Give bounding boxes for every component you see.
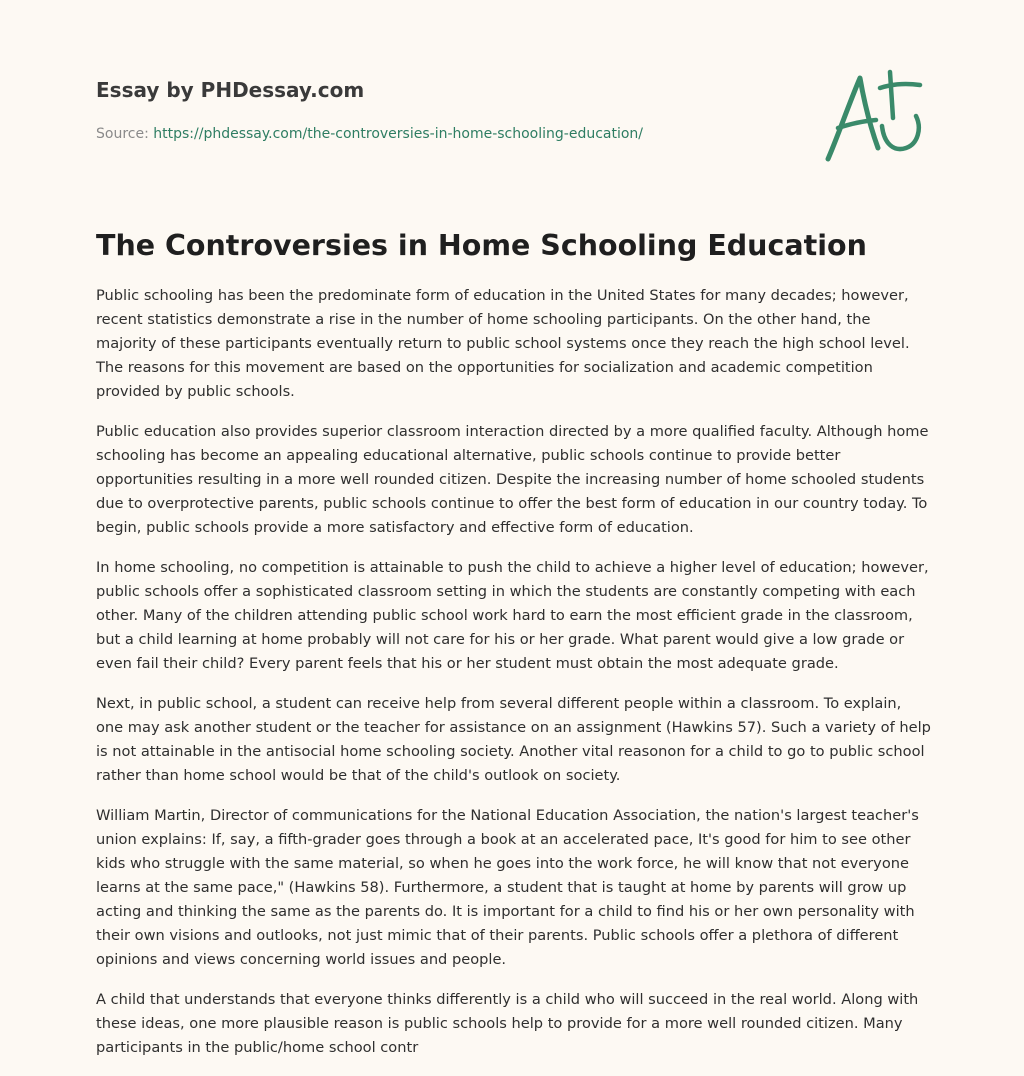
essay-paragraph: Public education also provides superior classroom interaction directed by a more qualified faculty. Although home schooling has become an appealing educational alternative, public schools continue to provide better opportunities resulting in a more well rounded citizen. Despite the increasing number of home schooled students due to overprotective parents, public schools continue to offer the best form of education in our country today. To begin, public schools provide a more satisfactory and effective form of education. (96, 423, 929, 536)
essay-paragraph: In home schooling, no competition is attainable to push the child to achieve a higher level of education; however, public schools offer a sophisticated classroom setting in which the students are constantly competing with each other. Many of the children attending public school work hard to earn the most efficient grade in the classroom, but a child learning at home probably will not care for his or her grade. What parent would give a low grade or even fail their child? Every parent feels that his or her student must obtain the most adequate grade. (96, 559, 929, 672)
a-plus-grade-icon (820, 66, 930, 166)
source-label: Source: (96, 126, 149, 142)
source-line (96, 124, 643, 144)
source-link[interactable]: https://phdessay.com/the-controversies-in-home-schooling-education/ (153, 126, 644, 142)
essay-paragraph: William Martin, Director of communications for the National Education Association, the nation's largest teacher's union explains: If, say, a fifth-grader goes through a book at an accelerated pace, It's good for him to see other kids who struggle with the same material, so when he goes into the work force, he will know that not everyone learns at the same pace," (Hawkins 58). Furthermore, a student that is taught at home by parents will grow up acting and thinking the same as the parents do. It is important for a child to find his or her own personality with their own visions and outlooks, not just mimic that of their parents. Public schools offer a plethora of different opinions and views concerning world issues and people. (96, 807, 919, 968)
site-brand: Essay by PHDessay.com (96, 78, 365, 102)
essay-title: The Controversies in Home Schooling Education (96, 229, 867, 262)
essay-paragraph: Public schooling has been the predominate form of education in the United States for many decades; however, recent statistics demonstrate a rise in the number of home schooling participants. On the other hand, the majority of these participants eventually return to public school systems once they reach the high school level. The reasons for this movement are based on the opportunities for socialization and academic competition provided by public schools. (96, 287, 910, 400)
essay-header (96, 76, 796, 142)
essay-paragraph: Next, in public school, a student can receive help from several different people within a classroom. To explain, one may ask another student or the teacher for assistance on an assignment (Hawkins 57). Such a variety of help is not attainable in the antisocial home schooling society. Another vital reasonon for a child to go to public school rather than home school would be that of the child's outlook on society. (96, 695, 931, 784)
essay-paragraph: A child that understands that everyone thinks differently is a child who will succeed in the real world. Along with these ideas, one more plausible reason is public schools help to provide for a more well rounded citizen. Many participants in the public/home school contr (96, 991, 919, 1056)
essay-body (96, 284, 932, 1076)
